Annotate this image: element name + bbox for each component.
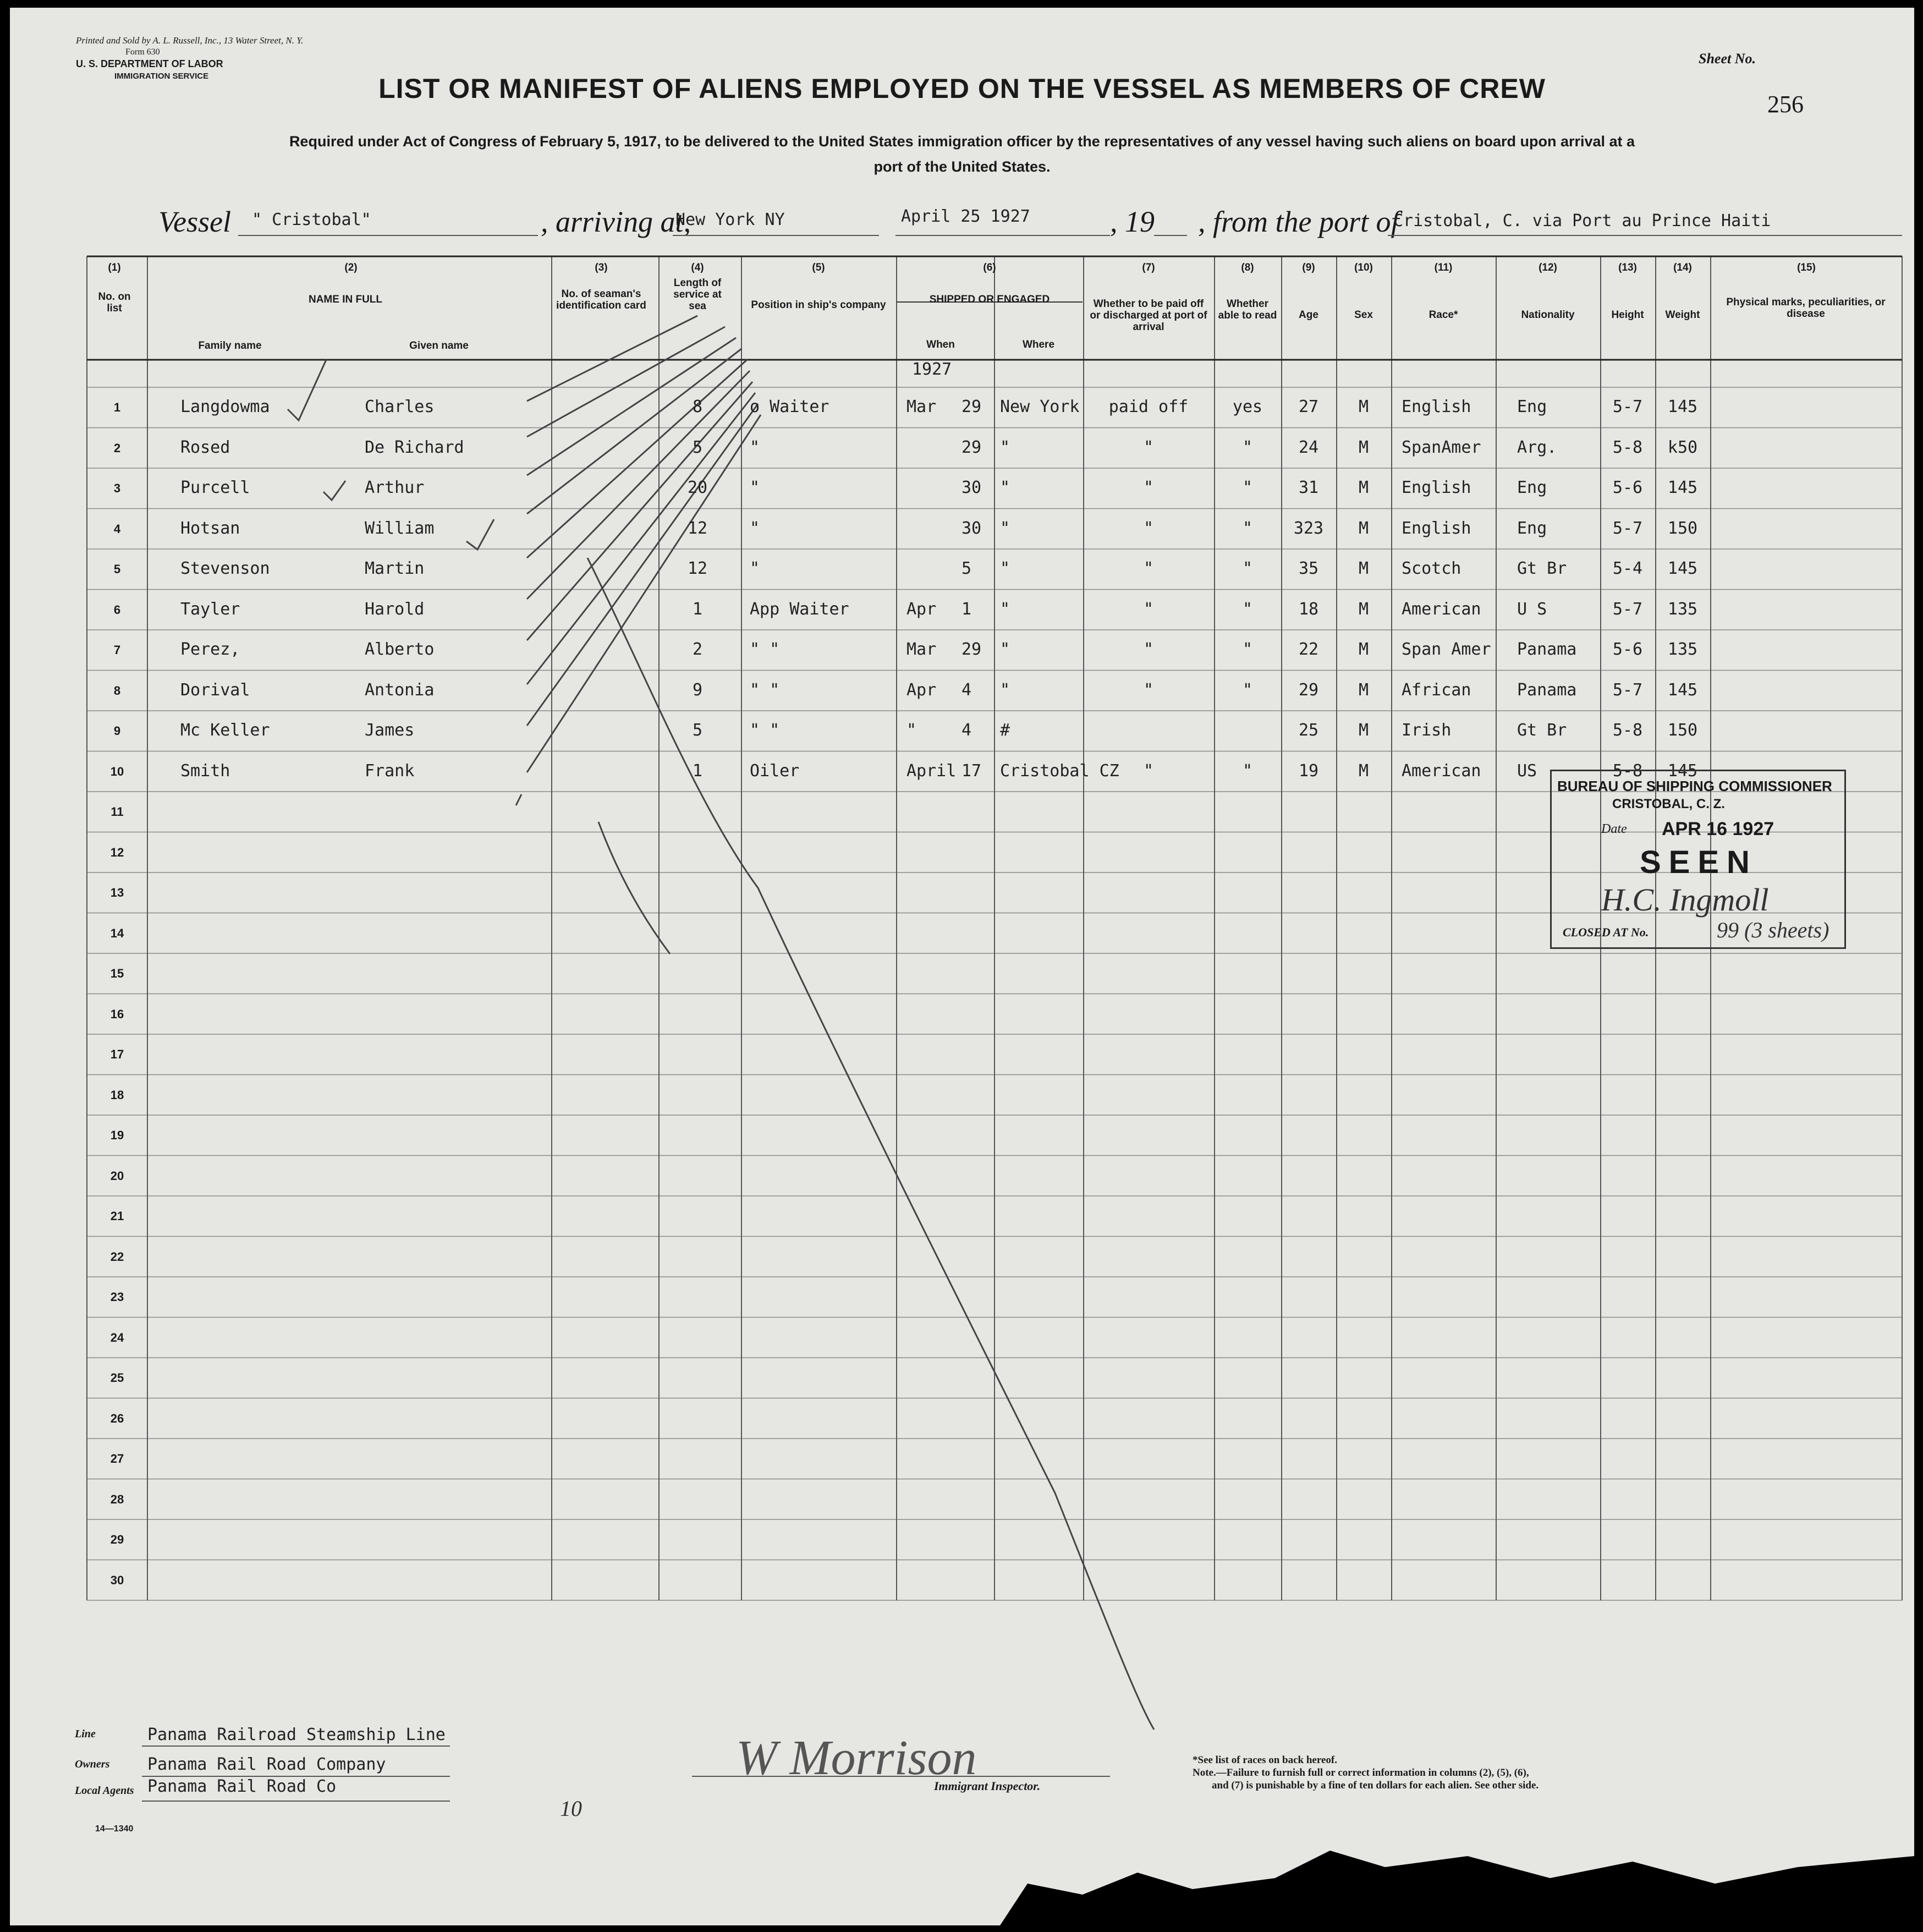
cell-weight: 135 — [1667, 599, 1698, 619]
cell-family: Langdowma — [180, 397, 270, 416]
col12-num: (12) — [1539, 262, 1557, 273]
cell-weight: 145 — [1667, 761, 1698, 781]
cell-position: " — [750, 559, 760, 578]
cell-read: " — [1242, 640, 1253, 659]
cell-race: Span Amer — [1402, 640, 1491, 659]
cell-race: Scotch — [1402, 559, 1462, 578]
cell-height: 5-6 — [1612, 640, 1643, 659]
cell-where: " — [1000, 478, 1010, 497]
col7-label: Whether to be paid off or discharged at port of arrival — [1090, 298, 1207, 333]
row-number: 25 — [110, 1371, 124, 1385]
col1-num: (1) — [108, 262, 121, 273]
col9-label: Age — [1299, 309, 1318, 321]
row-number: 18 — [110, 1088, 124, 1102]
cell-paid: " — [1143, 518, 1154, 538]
col14-num: (14) — [1673, 262, 1692, 273]
cell-paid: " — [1143, 559, 1154, 578]
cell-race: English — [1402, 518, 1471, 538]
row-number: 13 — [110, 886, 124, 899]
cell-when-day: 29 — [962, 397, 982, 416]
from-port-label: , from the port of — [1198, 205, 1399, 238]
cell-sex: M — [1358, 437, 1369, 457]
cell-paid: paid off — [1108, 397, 1189, 416]
row-number: 17 — [110, 1047, 124, 1061]
cell-sex: M — [1358, 599, 1369, 619]
cell-position: App Waiter — [750, 599, 849, 619]
cell-nat: Panama — [1517, 680, 1577, 700]
service-label: IMMIGRATION SERVICE — [114, 72, 209, 81]
cell-nat: Gt Br — [1517, 559, 1567, 578]
cell-where: New York — [1000, 397, 1080, 416]
row-number: 27 — [110, 1452, 124, 1466]
cell-nat: Panama — [1517, 640, 1577, 659]
cell-where: " — [1000, 437, 1010, 457]
inspector-label: Immigrant Inspector. — [934, 1779, 1041, 1793]
row-number: 21 — [110, 1209, 124, 1223]
stamp-date-label: Date — [1601, 822, 1627, 836]
arriving-value: New York NY — [675, 210, 785, 229]
col2-label: NAME IN FULL — [308, 294, 383, 305]
cell-given: Antonia — [365, 680, 435, 700]
cell-service: 1 — [692, 599, 703, 619]
col6-when-label: When — [926, 339, 955, 350]
cell-height: 5-7 — [1612, 599, 1643, 619]
cell-family: Hotsan — [180, 518, 240, 538]
stamp-closed-label: CLOSED AT No. — [1563, 925, 1649, 939]
cell-position: " — [750, 518, 760, 538]
cell-sex: M — [1358, 559, 1369, 578]
cell-height: 5-4 — [1612, 559, 1643, 578]
cell-nat: U S — [1517, 599, 1547, 619]
cell-read: " — [1242, 761, 1253, 781]
cell-given: Alberto — [365, 640, 435, 659]
sheet-no-label: Sheet No. — [1699, 51, 1756, 67]
cell-race: SpanAmer — [1402, 437, 1481, 457]
col15-num: (15) — [1797, 262, 1816, 273]
cell-where: " — [1000, 640, 1010, 659]
cell-sex: M — [1358, 721, 1369, 740]
cell-when-month: April — [906, 761, 957, 781]
cell-when-day: 4 — [962, 721, 972, 740]
row-number: 23 — [110, 1290, 124, 1304]
cell-height: 5-7 — [1612, 397, 1643, 416]
col1-label: No. on list — [98, 291, 131, 314]
cell-no: 10 — [110, 764, 124, 778]
cell-when-day: 4 — [962, 680, 972, 700]
cell-age: 24 — [1298, 437, 1319, 457]
cell-age: 22 — [1298, 640, 1319, 659]
cell-no: 6 — [113, 602, 121, 617]
cell-service: 12 — [687, 518, 708, 538]
cell-when-month: Mar — [906, 397, 937, 416]
cell-when-day: 1 — [962, 599, 972, 619]
cell-paid: " — [1143, 761, 1154, 781]
cell-given: De Richard — [365, 437, 464, 457]
cell-age: 27 — [1298, 397, 1319, 416]
cell-race: American — [1402, 599, 1481, 619]
col3-label: No. of seaman's identification card — [556, 288, 646, 311]
cell-family: Mc Keller — [180, 721, 270, 740]
sheet-no-value: 256 — [1767, 91, 1804, 118]
col11-num: (11) — [1434, 262, 1453, 273]
handwritten-count: 10 — [560, 1796, 582, 1821]
cell-given: William — [365, 518, 435, 538]
cell-position: " " — [750, 721, 780, 740]
cell-race: African — [1402, 680, 1471, 700]
cell-no: 2 — [113, 441, 121, 455]
cell-age: 18 — [1298, 599, 1319, 619]
form-number: Form 630 — [125, 47, 160, 57]
cell-nat: US — [1517, 761, 1537, 781]
stamp-seen: SEEN — [1640, 844, 1757, 880]
col10-label: Sex — [1354, 309, 1373, 321]
cell-read: " — [1242, 680, 1253, 700]
col2-family-label: Family name — [198, 340, 262, 352]
arrival-date: April 25 1927 — [901, 207, 1030, 226]
cell-when-day: 30 — [962, 478, 982, 497]
cell-sex: M — [1358, 761, 1369, 781]
cell-when-month: Apr — [906, 599, 937, 619]
row-number: 22 — [110, 1249, 124, 1264]
form-code: 14—1340 — [95, 1824, 134, 1834]
stamp-signature: H.C. Ingmoll — [1601, 882, 1769, 918]
cell-weight: k50 — [1667, 437, 1698, 457]
col8-label: Whether able to read — [1218, 298, 1277, 321]
cell-given: Frank — [365, 761, 415, 781]
cell-service: 12 — [687, 559, 708, 578]
cell-weight: 145 — [1667, 397, 1698, 416]
cell-nat: Arg. — [1517, 437, 1557, 457]
line-label: Line — [75, 1728, 96, 1740]
cell-where: # — [1000, 721, 1010, 740]
col4-num: (4) — [691, 262, 704, 273]
row-number: 12 — [110, 845, 124, 859]
year-note: 1927 — [912, 360, 952, 379]
row-number: 29 — [110, 1533, 124, 1546]
cell-no: 1 — [113, 400, 121, 414]
cell-no: 5 — [113, 562, 121, 576]
cell-when-month: " — [906, 721, 917, 740]
row-number: 19 — [110, 1128, 124, 1142]
cell-race: English — [1402, 397, 1471, 416]
col13-label: Height — [1611, 309, 1644, 321]
cell-age: 35 — [1298, 559, 1319, 578]
cell-service: 5 — [692, 721, 703, 740]
cell-sex: M — [1358, 680, 1369, 700]
col5-num: (5) — [812, 262, 825, 273]
col13-num: (13) — [1618, 262, 1637, 273]
cell-service: 8 — [692, 397, 703, 416]
cell-paid: " — [1143, 437, 1154, 457]
department-label: U. S. DEPARTMENT OF LABOR — [76, 58, 223, 69]
torn-edge — [10, 1823, 1914, 1925]
row-number: 26 — [110, 1411, 124, 1425]
cell-family: Tayler — [180, 599, 240, 619]
cell-family: Purcell — [180, 478, 250, 497]
cell-read: " — [1242, 559, 1253, 578]
cell-where: Cristobal CZ — [1000, 761, 1119, 781]
cell-height: 5-6 — [1612, 478, 1643, 497]
cell-family: Stevenson — [180, 559, 270, 578]
col6-label: SHIPPED OR ENGAGED — [929, 294, 1050, 305]
cell-height: 5-7 — [1612, 680, 1643, 700]
agents-label: Local Agents — [75, 1785, 134, 1797]
cell-when-day: 30 — [962, 518, 982, 538]
shipping-commissioner-stamp — [1550, 770, 1846, 949]
note-races: *See list of races on back hereof. — [1193, 1754, 1337, 1766]
cell-when-day: 29 — [962, 640, 982, 659]
cell-race: American — [1402, 761, 1481, 781]
cell-height: 5-8 — [1612, 761, 1643, 781]
col4-label: Length of service at sea — [673, 277, 722, 312]
note-failure-2: and (7) is punishable by a fine of ten dollars for each alien. See other side. — [1212, 1780, 1539, 1791]
col11-label: Race* — [1428, 309, 1458, 321]
agents-value: Panama Rail Road Co — [147, 1777, 337, 1796]
cell-where: " — [1000, 559, 1010, 578]
cell-given: Arthur — [365, 478, 425, 497]
cell-race: Irish — [1402, 721, 1452, 740]
cell-read: yes — [1232, 397, 1263, 416]
cell-position: o Waiter — [750, 397, 829, 416]
cell-position: Oiler — [750, 761, 800, 781]
cell-service: 1 — [692, 761, 703, 781]
cell-where: " — [1000, 680, 1010, 700]
row-number: 28 — [110, 1492, 124, 1506]
row-number: 15 — [110, 967, 124, 980]
note-failure-1: Note.—Failure to furnish full or correct information in columns (2), (5), (6), — [1193, 1767, 1529, 1779]
cell-given: Harold — [365, 599, 425, 619]
cell-paid: " — [1143, 640, 1154, 659]
row-number: 30 — [110, 1573, 124, 1587]
cell-family: Dorival — [180, 680, 250, 700]
cell-where: " — [1000, 518, 1010, 538]
cell-when-day: 29 — [962, 437, 982, 457]
cell-read: " — [1242, 478, 1253, 497]
col6-num: (6) — [983, 262, 996, 273]
printer-line: Printed and Sold by A. L. Russell, Inc., 13 Water Street, N. Y. — [76, 35, 304, 46]
stamp-date-value: APR 16 1927 — [1662, 819, 1774, 839]
subtitle-line-1: Required under Act of Congress of February 5, 1917, to be delivered to the United States immigration officer by the representatives of any vessel having such aliens on board upon arrival at a — [289, 133, 1635, 150]
col14-label: Weight — [1665, 309, 1700, 321]
cell-where: " — [1000, 599, 1010, 619]
col9-num: (9) — [1302, 262, 1315, 273]
row-number: 24 — [110, 1330, 124, 1344]
col5-label: Position in ship's company — [751, 299, 886, 311]
cell-age: 323 — [1293, 518, 1324, 538]
cell-age: 29 — [1298, 680, 1319, 700]
cell-position: " " — [750, 680, 780, 700]
col15-label: Physical marks, peculiarities, or disease — [1726, 297, 1886, 320]
cell-nat: Eng — [1517, 518, 1547, 538]
subtitle-line-2: port of the United States. — [873, 158, 1051, 175]
cell-paid: " — [1143, 599, 1154, 619]
cell-weight: 145 — [1667, 680, 1698, 700]
cell-no: 9 — [113, 724, 121, 738]
cell-nat: Gt Br — [1517, 721, 1567, 740]
cell-height: 5-8 — [1612, 437, 1643, 457]
cell-paid: " — [1143, 478, 1154, 497]
cell-service: 9 — [692, 680, 703, 700]
col8-num: (8) — [1241, 262, 1254, 273]
col2-given-label: Given name — [409, 340, 469, 352]
cell-family: Rosed — [180, 437, 230, 457]
cell-position: " — [750, 437, 760, 457]
manifest-title: LIST OR MANIFEST OF ALIENS EMPLOYED ON THE VESSEL AS MEMBERS OF CREW — [378, 73, 1546, 104]
col7-num: (7) — [1142, 262, 1155, 273]
cell-service: 2 — [692, 640, 703, 659]
cell-age: 25 — [1298, 721, 1319, 740]
cell-given: Martin — [365, 559, 425, 578]
cell-when-day: 17 — [962, 761, 982, 781]
vessel-underlines — [10, 8, 1914, 261]
cell-weight: 145 — [1667, 478, 1698, 497]
cell-age: 19 — [1298, 761, 1319, 781]
cell-race: English — [1402, 478, 1471, 497]
vessel-value: " Cristobal" — [252, 210, 371, 229]
cell-read: " — [1242, 518, 1253, 538]
cell-given: Charles — [365, 397, 435, 416]
vessel-label: Vessel — [158, 205, 231, 238]
cell-position: " " — [750, 640, 780, 659]
col12-label: Nationality — [1521, 309, 1575, 321]
cell-sex: M — [1358, 478, 1369, 497]
cell-weight: 135 — [1667, 640, 1698, 659]
cell-no: 8 — [113, 683, 121, 698]
cell-when-month: Mar — [906, 640, 937, 659]
stamp-closed-value: 99 (3 sheets) — [1717, 918, 1829, 942]
col2-num: (2) — [344, 262, 358, 273]
owners-value: Panama Rail Road Company — [147, 1755, 386, 1774]
cell-weight: 145 — [1667, 559, 1698, 578]
cell-sex: M — [1358, 518, 1369, 538]
cell-sex: M — [1358, 397, 1369, 416]
from-port-value: Cristobal, C. via Port au Prince Haiti — [1393, 211, 1771, 230]
cell-weight: 150 — [1667, 518, 1698, 538]
cell-no: 7 — [113, 643, 121, 657]
cell-family: Smith — [180, 761, 230, 781]
year-label: , 19 — [1110, 205, 1155, 238]
cell-service: 20 — [687, 478, 708, 497]
cell-height: 5-8 — [1612, 721, 1643, 740]
row-number: 16 — [110, 1007, 124, 1021]
cell-sex: M — [1358, 640, 1369, 659]
cell-family: Perez, — [180, 640, 240, 659]
cell-service: 5 — [692, 437, 703, 457]
row-number: 11 — [111, 805, 124, 819]
line-value: Panama Railroad Steamship Line — [147, 1725, 446, 1744]
cell-height: 5-7 — [1612, 518, 1643, 538]
cell-given: James — [365, 721, 415, 740]
stamp-line-1: BUREAU OF SHIPPING COMMISSIONER — [1557, 778, 1832, 794]
row-number: 20 — [110, 1168, 124, 1183]
cell-when-month: Apr — [906, 680, 937, 700]
cell-read: " — [1242, 437, 1253, 457]
cell-nat: Eng — [1517, 478, 1547, 497]
owners-label: Owners — [75, 1758, 110, 1770]
cell-nat: Eng — [1517, 397, 1547, 416]
col3-num: (3) — [595, 262, 608, 273]
arriving-label: , arriving at, — [541, 205, 691, 238]
cell-read: " — [1242, 599, 1253, 619]
cell-no: 4 — [113, 522, 121, 536]
manifest-sheet — [10, 8, 1914, 1925]
cell-position: " — [750, 478, 760, 497]
cell-age: 31 — [1298, 478, 1319, 497]
cell-no: 3 — [113, 481, 121, 495]
cell-weight: 150 — [1667, 721, 1698, 740]
stamp-line-2: CRISTOBAL, C. Z. — [1612, 797, 1725, 811]
col6-where-label: Where — [1022, 339, 1055, 350]
inspector-signature: W Morrison — [736, 1731, 977, 1785]
cell-when-day: 5 — [962, 559, 972, 578]
row-number: 14 — [110, 926, 124, 940]
cell-paid: " — [1143, 680, 1154, 700]
col10-num: (10) — [1354, 262, 1373, 273]
